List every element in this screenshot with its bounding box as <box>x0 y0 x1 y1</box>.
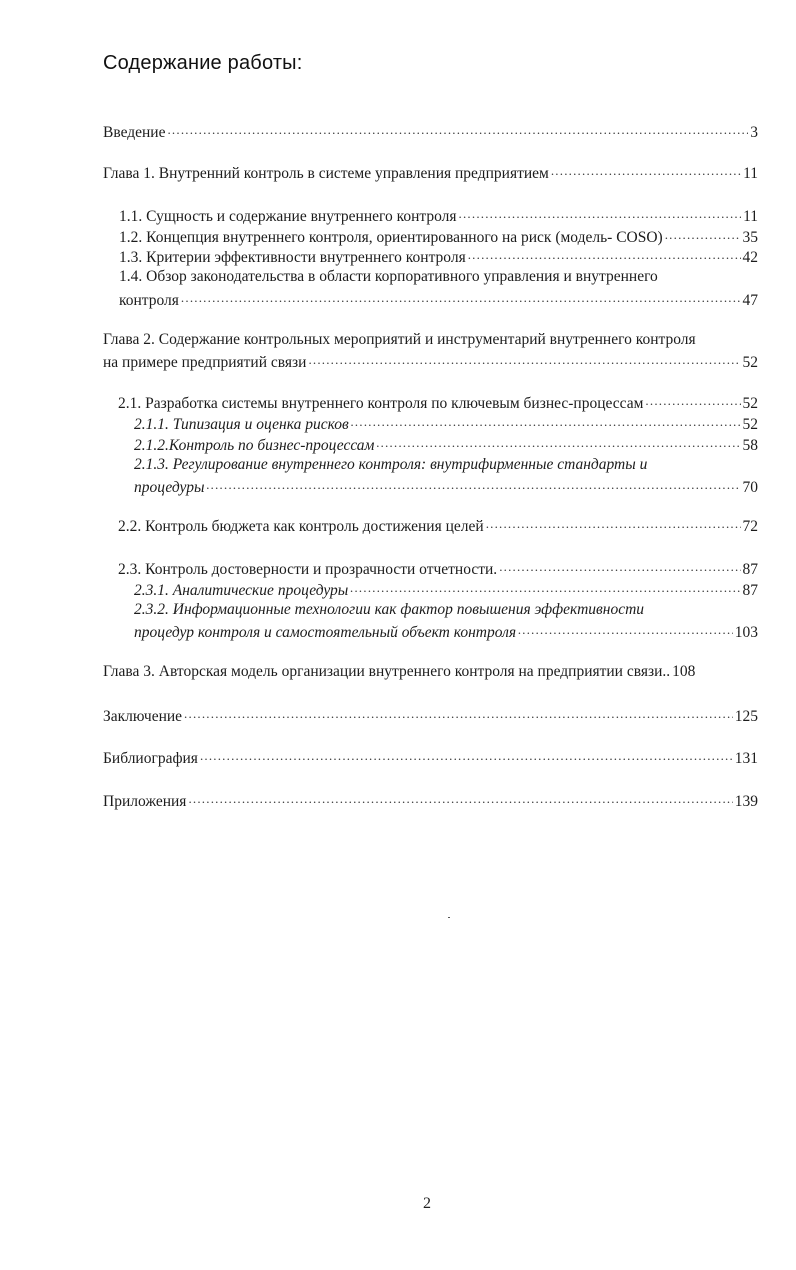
page-number: 2 <box>423 1195 431 1212</box>
toc-page-number: 52 <box>742 415 758 433</box>
toc-entry-subsection-2-3-1[interactable] <box>134 579 758 601</box>
toc-page-number: 11 <box>743 164 758 182</box>
toc-page-number: 125 <box>734 707 758 725</box>
dot-leader <box>188 790 732 806</box>
dot-leader <box>551 162 741 178</box>
toc-page-number: 58 <box>742 436 758 454</box>
dot-leader <box>499 558 740 574</box>
toc-entry-text: Заключение <box>103 707 183 725</box>
toc-entry-text: 2.1. Разработка системы внутреннего контроля по ключевым бизнес-процессам <box>118 394 644 412</box>
toc-entry-text: 1.3. Критерии эффективности внутреннего контроля <box>119 248 466 266</box>
toc-entry-chapter-3[interactable] <box>103 662 758 682</box>
toc-entry-text: Введение <box>103 123 166 141</box>
toc-entry-text: Библиография <box>103 749 198 767</box>
toc-entry-text-line-2: контроля <box>119 291 179 309</box>
toc-page-number: 3 <box>750 123 758 141</box>
toc-entry-text-line-2: процедуры <box>134 478 205 496</box>
toc-entry-subsection-2-1-1[interactable] <box>134 413 758 435</box>
toc-entry-section-2-3[interactable] <box>118 558 758 580</box>
toc-entry-chapter-1[interactable] <box>103 162 758 184</box>
toc-entry-section-1-4[interactable] <box>119 267 758 311</box>
toc-entry-text: Глава 1. Внутренний контроль в системе управления предприятием <box>103 164 549 182</box>
toc-page-number: 52 <box>742 353 758 371</box>
toc-entry-text-line-1: Глава 2. Содержание контрольных мероприятий и инструментарий внутреннего контроля <box>103 331 696 348</box>
toc-page-number: 42 <box>742 248 758 266</box>
dot-leader <box>167 121 748 137</box>
toc-page-number: 131 <box>734 749 758 767</box>
dot-leader <box>376 434 740 450</box>
dot-leader <box>459 205 742 221</box>
dot-leader <box>645 392 740 408</box>
toc-entry-text: 2.3.1. Аналитические процедуры <box>134 581 349 599</box>
toc-entry-text-line-2: процедур контроля и самостоятельный объект контроля <box>134 623 517 641</box>
dot-leader <box>351 413 741 429</box>
dot-leader <box>184 705 733 721</box>
toc-entry-text: 1.1. Сущность и содержание внутреннего контроля <box>119 207 457 225</box>
toc-page-number: 108 <box>672 663 696 680</box>
toc-entry-section-2-1[interactable] <box>118 392 758 414</box>
scan-speck <box>448 917 450 918</box>
toc-entry-text: 1.2. Концепция внутреннего контроля, ориентированного на риск (модель- COSO) <box>119 228 663 246</box>
toc-page-number: 52 <box>742 394 758 412</box>
toc-entry-bibliography[interactable] <box>103 747 758 769</box>
toc-page-number: 87 <box>742 560 758 578</box>
dot-leader <box>181 289 741 305</box>
toc-entry-text: 2.1.2.Контроль по бизнес-процессам <box>134 436 375 454</box>
toc-entry-text: 2.1.1. Типизация и оценка рисков <box>134 415 349 433</box>
dot-leader <box>206 476 740 492</box>
dot-leader <box>518 621 733 637</box>
toc-entry-text: 2.3. Контроль достоверности и прозрачности отчетности. <box>118 560 498 578</box>
dot-leader <box>350 579 740 595</box>
toc-entry-text-line-1: 1.4. Обзор законодательства в области корпоративного управления и внутреннего <box>119 268 658 285</box>
toc-entry-text-line-1: 2.1.3. Регулирование внутреннего контроля: внутрифирменные стандарты и <box>134 456 648 473</box>
toc-entry-section-1-1[interactable] <box>119 205 758 227</box>
toc-page-number: 72 <box>742 517 758 535</box>
toc-entry-chapter-2[interactable] <box>103 330 758 373</box>
toc-page-number: 70 <box>742 478 758 496</box>
toc-entry-section-2-2[interactable] <box>118 515 758 537</box>
dot-leader <box>308 351 740 367</box>
toc-entry-conclusion[interactable] <box>103 705 758 727</box>
toc-page-number: 47 <box>742 291 758 309</box>
dot-leader <box>200 747 733 763</box>
toc-page-number: 35 <box>742 228 758 246</box>
dot-leader <box>665 226 741 242</box>
toc-page-number: 139 <box>734 792 758 810</box>
toc-entry-text-line-1: 2.3.2. Информационные технологии как фактор повышения эффективности <box>134 601 645 618</box>
toc-page-number: 11 <box>743 207 758 225</box>
toc-entry-text: Приложения <box>103 792 187 810</box>
dot-leader <box>486 515 741 531</box>
dot-leader <box>468 246 741 262</box>
toc-entry-text: 2.2. Контроль бюджета как контроль достижения целей <box>118 517 484 535</box>
toc-entry-section-1-2[interactable] <box>119 226 758 248</box>
toc-entry-section-1-3[interactable] <box>119 246 758 268</box>
toc-page-number: 87 <box>742 581 758 599</box>
toc-page-number: 103 <box>734 623 758 641</box>
toc-entry-appendices[interactable] <box>103 790 758 812</box>
toc-entry-subsection-2-1-2[interactable] <box>134 434 758 456</box>
toc-entry-subsection-2-3-2[interactable] <box>134 600 758 643</box>
toc-entry-intro[interactable] <box>103 121 758 143</box>
toc-entry-text: Глава 3. Авторская модель организации внутреннего контроля на предприятии связи.. <box>103 663 671 680</box>
toc-entry-text-line-2: на примере предприятий связи <box>103 353 307 371</box>
toc-entry-subsection-2-1-3[interactable] <box>134 455 758 498</box>
page-title: Содержание работы: <box>103 52 303 74</box>
